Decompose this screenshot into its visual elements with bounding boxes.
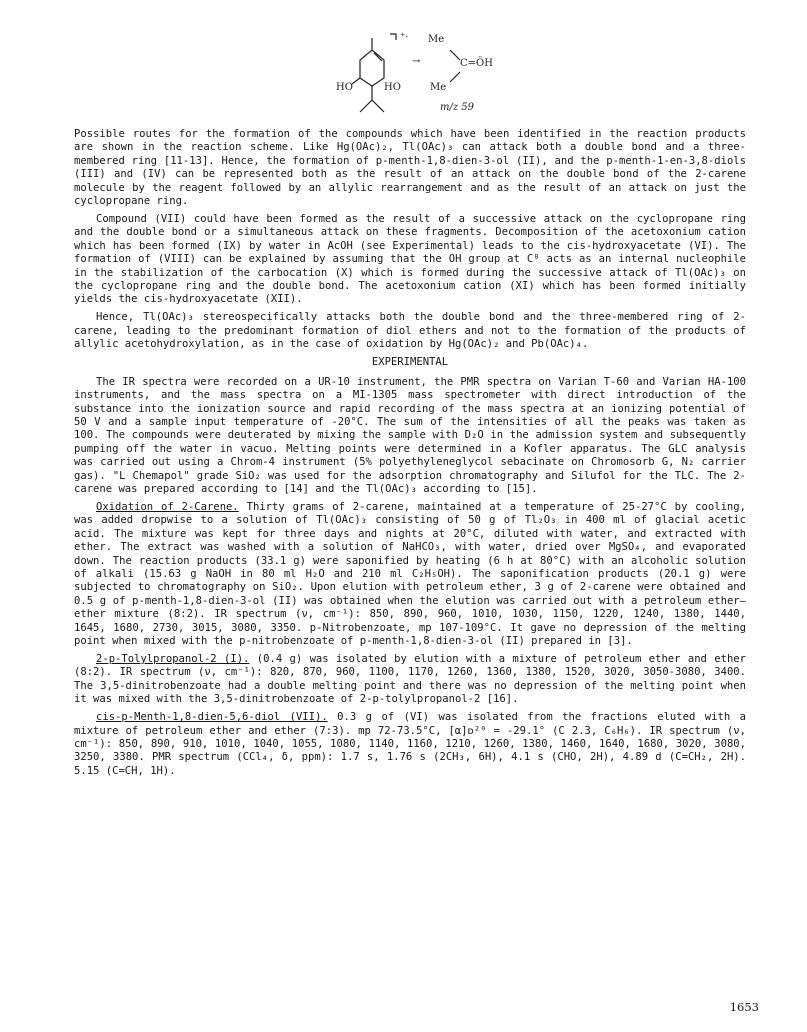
cation-label: C=ÖH xyxy=(460,58,493,69)
paragraph-compound-vii: Compound (VII) could have been formed as the result of a successive attack on the cyclopropane ring and the double bond or a simultaneous attack on these fragments. Decomposition of the acetoxonium cation which has been formed (IX) by water in AcOH (see Experimental) leads to the cis-hydroxyacetate (VI). The formation of (VIII) can be explained by assuming that the OH group at C⁸ acts as an internal nucleophile in the stabilization of the carbocation (X) which is formed during the successive attack of Tl(OAc)₃ on the cyclopropane ring and the double bond. The acetoxonium cation (XI) which has been formed initially yields the cis-hydroxyacetate (XII). xyxy=(74,213,746,306)
ho-right-label: HO xyxy=(384,82,401,93)
tolylpropanol-text: (0.4 g) was isolated by elution with a mixture of petroleum ether and ether (8:2). IR spectrum (ν, cm⁻¹): 820, 870, 960, 1100, 1170, 1260, 1360, 1380, 1520, 3020, 3050-3080, 3400. The 3,5-dinitrobenzoate had a double melting point and there was no depression of the melting point when it was mixed with the 3,5-dinitrobenzoate of 2-p-tolylpropanol-2 [16]. xyxy=(74,653,746,706)
experimental-heading: EXPERIMENTAL xyxy=(371,356,449,369)
paragraph-conclusion: Hence, Tl(OAc)₃ stereospecifically attacks both the double bond and the three-membered ring of 2-carene, leading to the predominant formation of diol ethers and not to the formation of the products of allylic acetohydroxylation, as in the case of oxidation by Hg(OAc)₂ and Pb(OAc)₄. xyxy=(74,311,746,351)
menthdiendiol-title: cis-p-Menth-1,8-dien-5,6-diol (VII). xyxy=(96,711,328,724)
paragraph-tolylpropanol xyxy=(74,653,746,707)
paragraph-routes: Possible routes for the formation of the compounds which have been identified in the reaction products are shown in the reaction scheme. Like Hg(OAc)₂, Tl(OAc)₃ can attack both a double bond and a three-membered ring [11-13]. Hence, the formation of p-menth-1,8-dien-3-ol (II), and the p-menth-1-en-3,8-diols (III) and (IV) can be represented both as the result of an attack on the double bond of the 2-carene molecule by the reagent followed by an allylic rearrangement and as the result of an attack on just the cyclopropane ring. xyxy=(74,128,746,208)
oxidation-text: Thirty grams of 2-carene, maintained at a temperature of 25-27°C by cooling, was added dropwise to a solution of Tl(OAc)₃ consisting of 50 g of Tl₂O₃ in 400 ml of glacial acetic acid. The mixture was kept for three days and nights at 20°C, diluted with water, and extracted with ether. The extract was washed with a solution of NaHCO₃, with water, dried over MgSO₄, and evaporated down. The reaction products (33.1 g) were saponified by heating (6 h at 80°C) with an alcoholic solution of alkali (15.63 g NaOH in 80 ml H₂O and 210 ml C₂H₅OH). The saponification products (20.1 g) were subjected to chromatography on SiO₂. Upon elution with petroleum ether, 3 g of 2-carene were obtained and 0.5 g of p-menth-1,8-dien-3-ol (II) was obtained when the elution was carried out with a petroleum ether–ether mixture (8:2). IR spectrum (ν, cm⁻¹): 850, 890, 960, 1010, 1030, 1150, 1220, 1240, 1380, 1440, 1645, 1680, 2730, 3015, 3080, 3350. p-Nitrobenzoate, mp 107-109°C. It gave no depression of the melting point when mixed with the p-nitrobenzoate of p-menth-1,8-dien-3-ol (II) prepared in [3]. xyxy=(74,500,746,647)
mz-label: m/z 59 xyxy=(440,102,475,113)
oxidation-title: Oxidation of 2-Carene. xyxy=(96,500,239,513)
paragraph-oxidation xyxy=(74,501,746,648)
ho-left-label: HO xyxy=(336,82,353,93)
tolylpropanol-title: 2-p-Tolylpropanol-2 (I). xyxy=(96,653,250,665)
charge-label: ⁺· xyxy=(400,32,409,43)
page-number: 1653 xyxy=(729,1000,759,1014)
paragraph-experimental-intro: The IR spectra were recorded on a UR-10 instrument, the PMR spectra on Varian T-60 and Varian HA-100 instruments, and the mass spectra on a MI-1305 mass spectrometer with direct introduction of the substance into the ionization source and rapid recording of the mass spectra at an ionizing potential of 50 V and a sample input temperature of -20°C. The sum of the intensities of all the peaks was taken as 100. The compounds were deuterated by mixing the sample with D₂O in the admission system and subsequently pumping off the water in vacuo. Melting points were determined in a Kofler apparatus. The GLC analysis was carried out using a Chrom-4 instrument (5% polyethyleneglycol sebacinate on Chromosorb G, N₂ carrier gas). "L Chemapol" grade SiO₂ was used for the adsorption chromatography and Silufol for the TLC. The 2-carene was prepared according to [14] and the Tl(OAc)₃ according to [15]. xyxy=(74,375,746,495)
paragraph-menthdiendiol xyxy=(74,711,746,778)
reaction-scheme xyxy=(300,20,530,120)
menthdiendiol-text: 0.3 g of (VI) was isolated from the fractions eluted with a mixture of petroleum ether and ether (7:3). mp 72-73.5°C, [α]ᴅ²⁰ = -29.1° (C 2.3, C₆H₆). IR spectrum (ν, cm⁻¹): 850, 890, 910, 1010, 1040, 1055, 1080, 1140, 1160, 1210, 1260, 1380, 1460, 1640, 1680, 3020, 3080, 3250, 3380. PMR spectrum (CCl₄, δ, ppm): 1.7 s, 1.76 s (2CH₃, 6H), 4.1 s (CHO, 2H), 4.89 d (C=CH₂, 2H). 5.15 (C=CH, 1H). xyxy=(74,711,746,777)
reaction-arrow: → xyxy=(412,56,421,67)
me-bottom-label: Me xyxy=(430,82,447,93)
scheme-structure-drawing xyxy=(300,20,530,120)
me-top-label: Me xyxy=(428,34,445,45)
article-body xyxy=(74,128,746,783)
